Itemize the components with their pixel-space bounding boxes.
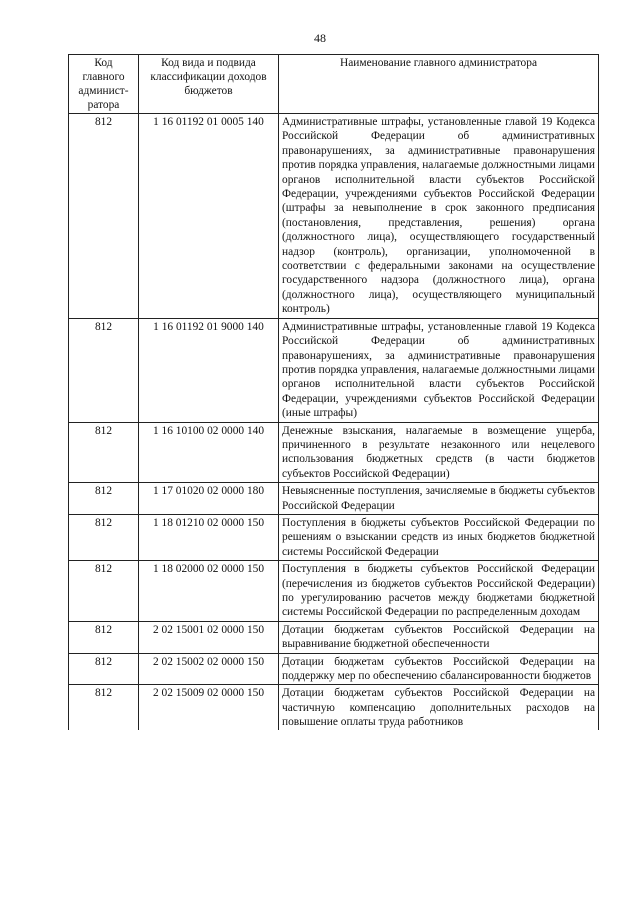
admin-name-cell: Дотации бюджетам субъектов Российской Федерации на выравнивание бюджетной обеспеченности — [279, 621, 599, 653]
header-admin-name: Наименование главного администратора — [279, 55, 599, 114]
admin-name-cell: Дотации бюджетам субъектов Российской Федерации на поддержку мер по обеспечению сбалансированности бюджетов — [279, 653, 599, 685]
admin-code-cell: 812 — [69, 621, 139, 653]
revenue-code-cell: 2 02 15001 02 0000 150 — [139, 621, 279, 653]
table-row — [69, 653, 599, 685]
budget-revenue-table — [68, 54, 599, 730]
table-header-row — [69, 55, 599, 114]
admin-code-cell: 812 — [69, 483, 139, 515]
admin-code-cell: 812 — [69, 422, 139, 483]
admin-name-cell: Административные штрафы, установленные главой 19 Кодекса Российской Федерации об административных правонарушениях, за административные правонарушения против порядка управления, налагаемые должностными лицами органов исполнительной власти субъектов Российской Федерации, учреждениями субъектов Российской Федерации (иные штрафы) — [279, 318, 599, 422]
table-row — [69, 514, 599, 560]
table-row — [69, 621, 599, 653]
admin-code-cell: 812 — [69, 318, 139, 422]
table-row — [69, 685, 599, 731]
revenue-code-cell: 1 16 01192 01 0005 140 — [139, 114, 279, 319]
admin-name-cell: Невыясненные поступления, зачисляемые в бюджеты субъектов Российской Федерации — [279, 483, 599, 515]
revenue-code-cell: 2 02 15002 02 0000 150 — [139, 653, 279, 685]
header-revenue-code: Код вида и подвида классификации доходов бюджетов — [139, 55, 279, 114]
admin-code-cell: 812 — [69, 653, 139, 685]
revenue-code-cell: 1 18 02000 02 0000 150 — [139, 561, 279, 622]
revenue-code-cell: 2 02 15009 02 0000 150 — [139, 685, 279, 731]
admin-name-cell: Административные штрафы, установленные главой 19 Кодекса Российской Федерации об административных правонарушениях, за административные правонарушения против порядка управления, налагаемые должностными лицами органов исполнительной власти субъектов Российской Федерации, учреждениями субъектов Российской Федерации (штрафы за невыполнение в срок законного предписания (постановления, представления, решения) органа (должностного лица), осуществляющего государственный надзор (контроль), организации, уполномоченной в соответствии с федеральными законами на осуществление государственного надзора (должностного лица), органа (должностного лица), осуществляющего муниципальный контроль) — [279, 114, 599, 319]
table-row — [69, 318, 599, 422]
admin-name-cell-truncated — [279, 685, 599, 731]
admin-name-cell: Денежные взыскания, налагаемые в возмещение ущерба, причиненного в результате незаконного или нецелевого использования бюджетных средств (в части бюджетов субъектов Российской Федерации) — [279, 422, 599, 483]
header-admin-code: Код главного админист-ратора — [69, 55, 139, 114]
admin-code-cell: 812 — [69, 514, 139, 560]
admin-name-cell: Поступления в бюджеты субъектов Российской Федерации по решениям о взыскании средств из иных бюджетов бюджетной системы Российской Федерации — [279, 514, 599, 560]
revenue-code-cell: 1 17 01020 02 0000 180 — [139, 483, 279, 515]
table-row — [69, 483, 599, 515]
admin-code-cell: 812 — [69, 561, 139, 622]
admin-code-cell: 812 — [69, 114, 139, 319]
admin-name-cell: Поступления в бюджеты субъектов Российской Федерации (перечисления из бюджетов субъектов Российской Федерации) по урегулированию расчетов между бюджетами бюджетной системы Российской Федерации по распределенным доходам — [279, 561, 599, 622]
table-row — [69, 114, 599, 319]
revenue-code-cell: 1 18 01210 02 0000 150 — [139, 514, 279, 560]
admin-code-cell: 812 — [69, 685, 139, 731]
page-number: 48 — [314, 31, 326, 45]
admin-name-text: Дотации бюджетам субъектов Российской Федерации на частичную компенсацию дополнительных расходов на повышение оплаты труда работников — [282, 687, 595, 729]
revenue-code-cell: 1 16 01192 01 9000 140 — [139, 318, 279, 422]
table-row — [69, 422, 599, 483]
table-row — [69, 561, 599, 622]
revenue-code-cell: 1 16 10100 02 0000 140 — [139, 422, 279, 483]
